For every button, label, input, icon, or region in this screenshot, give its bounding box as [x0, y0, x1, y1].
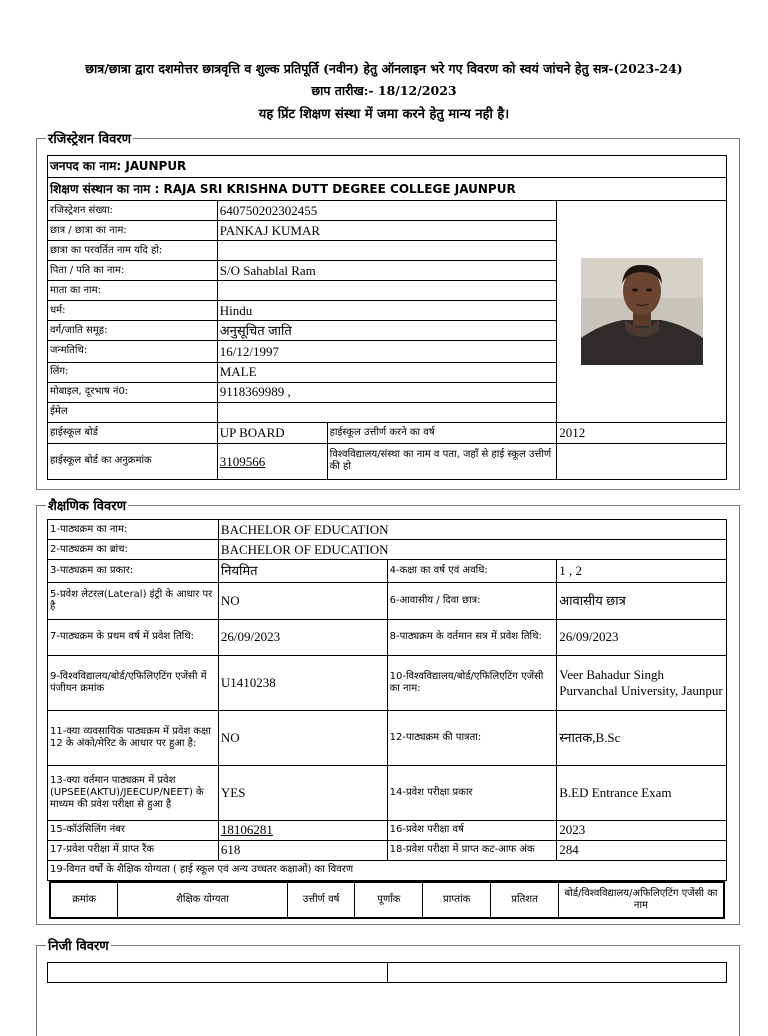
- course-name-label: 1-पाठ्यक्रम का नाम:: [48, 520, 219, 540]
- religion-label: धर्म:: [48, 301, 218, 321]
- institution-name: शिक्षण संस्थान का नाम : RAJA SRI KRISHNA DUTT DEGREE COLLEGE JAUNPUR: [48, 178, 727, 201]
- father-name: S/O Sahablal Ram: [217, 261, 557, 281]
- counselling-number: 18106281: [218, 820, 387, 840]
- highschool-roll-label: हाईस्कूल बोर्ड का अनुक्रमांक: [48, 443, 218, 479]
- university-name-label: 10-विश्वविद्यालय/बोर्ड/एफिलिएटिंग एजेंसी का नाम:: [387, 655, 557, 710]
- student-name-label: छात्र / छात्रा का नाम:: [48, 221, 218, 241]
- merit-admission: NO: [218, 711, 387, 766]
- category-label: वर्ग/जाति समूह:: [48, 321, 218, 341]
- highschool-address: [557, 443, 727, 479]
- personal-cell-left: [48, 963, 388, 983]
- lateral-entry-label: 5-प्रवेश लेटरल(Lateral) इंट्री के आधार पर है: [48, 583, 219, 619]
- entrance-rank: 618: [218, 840, 387, 860]
- academic-table: [47, 519, 727, 881]
- previous-qualification-label: 19-विगत वर्षों के शैक्षिक योग्यता ( हाई स्कूल एवं अन्य उच्चतर कक्षाओं) का विवरण: [48, 860, 727, 880]
- course-name: BACHELOR OF EDUCATION: [218, 520, 726, 540]
- first-year-admission-label: 7-पाठ्यक्रम के प्रथम वर्ष में प्रवेश तिथि:: [48, 619, 219, 655]
- header-note: यह प्रिंट शिक्षण संस्था में जमा करने हेतु मान्य नही है।: [258, 107, 510, 122]
- course-type: नियमित: [218, 560, 387, 583]
- entrance-type-label: 14-प्रवेश परीक्षा प्रकार: [387, 766, 557, 820]
- highschool-address-label: विश्वविद्यालय/संस्था का नाम व पता, जहाँ से हाई स्कूल उत्तीर्ण की हो: [327, 443, 557, 479]
- mother-name: [217, 281, 557, 301]
- qual-header-year: उत्तीर्ण वर्ष: [287, 882, 355, 918]
- lateral-entry: NO: [218, 583, 387, 619]
- current-session-admission-label: 8-पाठ्यक्रम के वर्तमान सत्र में प्रवेश तिथि:: [387, 619, 557, 655]
- university-registration: U1410238: [218, 655, 387, 710]
- changed-name-label: छात्रा का परवर्तित नाम यदि हो:: [48, 241, 218, 261]
- personal-fieldset: [36, 945, 740, 1036]
- religion: Hindu: [217, 301, 557, 321]
- email: [217, 402, 557, 422]
- header-line-1: छात्र/छात्रा द्वारा दशमोत्तर छात्रवृत्ति व शुल्क प्रतिपूर्ति (नवीन) हेतु ऑनलाइन भरे गए विवरण को स्वयं जांचने हेतु सत्र-(2023-24): [85, 61, 683, 76]
- class-year-label: 4-कक्षा का वर्ष एवं अवधि:: [387, 560, 557, 583]
- entrance-admission-label: 13-क्या वर्तमान पाठ्यक्रम में प्रवेश (UPSEE(AKTU)/JEECUP/NEET) के माध्यम की प्रवेश परीक्षा से हुआ है: [48, 766, 219, 820]
- course-eligibility: स्नातक,B.Sc: [557, 711, 727, 766]
- course-branch-label: 2-पाठ्यक्रम का ब्रांच:: [48, 540, 219, 560]
- merit-admission-label: 11-क्या व्यवसायिक पाठ्यक्रम में प्रवेश कक्षा 12 के अंको/मेरिट के आधार पर हुआ है:: [48, 711, 219, 766]
- district-name: जनपद का नाम: JAUNPUR: [48, 156, 727, 178]
- email-label: ईमेल: [48, 402, 218, 422]
- highschool-year: 2012: [557, 422, 727, 443]
- header-print-date: छाप तारीख:- 18/12/2023: [311, 83, 457, 98]
- highschool-board-label: हाईस्कूल बोर्ड: [48, 422, 218, 443]
- highschool-year-label: हाईस्कूल उत्तीर्ण करने का वर्ष: [327, 422, 557, 443]
- course-branch: BACHELOR OF EDUCATION: [218, 540, 726, 560]
- highschool-roll: 3109566: [217, 443, 327, 479]
- highschool-board: UP BOARD: [217, 422, 327, 443]
- personal-table: [47, 962, 727, 983]
- qual-header-percent: प्रतिशत: [491, 882, 559, 918]
- personal-legend: निजी विवरण: [46, 936, 111, 954]
- mobile-label: मोबाइल, दूरभाष नं0:: [48, 382, 218, 402]
- first-year-admission: 26/09/2023: [218, 619, 387, 655]
- personal-cell-right: [387, 963, 727, 983]
- gender: MALE: [217, 362, 557, 382]
- entrance-admission: YES: [218, 766, 387, 820]
- residential: आवासीय छात्र: [557, 583, 727, 619]
- student-name: PANKAJ KUMAR: [217, 221, 557, 241]
- cutoff-marks: 284: [557, 840, 727, 860]
- registration-number-label: रजिस्ट्रेशन संख्या:: [48, 201, 218, 221]
- changed-name: [217, 241, 557, 261]
- entrance-rank-label: 17-प्रवेश परीक्षा में प्राप्त रैंक: [48, 840, 219, 860]
- qual-header-obtained: प्राप्तांक: [423, 882, 491, 918]
- course-eligibility-label: 12-पाठ्यक्रम की पात्रता:: [387, 711, 557, 766]
- dob: 16/12/1997: [217, 341, 557, 362]
- mobile: 9118369989 ,: [217, 382, 557, 402]
- counselling-number-label: 15-कॉउंसिलिंग नंबर: [48, 820, 219, 840]
- course-type-label: 3-पाठ्यक्रम का प्रकार:: [48, 560, 219, 583]
- registration-number: 640750202302455: [217, 201, 557, 221]
- category: अनुसूचित जाति: [217, 321, 557, 341]
- residential-label: 6-आवासीय / दिवा छात्र:: [387, 583, 557, 619]
- entrance-type: B.ED Entrance Exam: [557, 766, 727, 820]
- academic-legend: शैक्षणिक विवरण: [46, 496, 128, 514]
- registration-legend: रजिस्ट्रेशन विवरण: [46, 129, 133, 147]
- dob-label: जन्मतिथि:: [48, 341, 218, 362]
- cutoff-marks-label: 18-प्रवेश परीक्षा में प्राप्त कट-आफ अंक: [387, 840, 557, 860]
- entrance-year: 2023: [557, 820, 727, 840]
- qual-header-total: पूर्णांक: [355, 882, 423, 918]
- gender-label: लिंग:: [48, 362, 218, 382]
- student-photo: [581, 258, 703, 365]
- qualification-table: [49, 881, 725, 919]
- university-registration-label: 9-विश्वविद्यालय/बोर्ड/एफिलिएटिंग एजेंसी में पंजीयन क्रमांक: [48, 655, 219, 710]
- class-year: 1 , 2: [557, 560, 727, 583]
- qual-header-serial: क्रमांक: [50, 882, 118, 918]
- current-session-admission: 26/09/2023: [557, 619, 727, 655]
- student-photo-image: [581, 258, 703, 365]
- mother-name-label: माता का नाम:: [48, 281, 218, 301]
- father-name-label: पिता / पति का नाम:: [48, 261, 218, 281]
- entrance-year-label: 16-प्रवेश परीक्षा वर्ष: [387, 820, 557, 840]
- qual-header-qualification: शैक्षिक योग्यता: [118, 882, 287, 918]
- qual-header-board: बोर्ड/विश्वविद्यालय/अफिलिएटिंग एजेंसी का नाम: [558, 882, 724, 918]
- university-name: Veer Bahadur Singh Purvanchal University, Jaunpur: [557, 655, 727, 710]
